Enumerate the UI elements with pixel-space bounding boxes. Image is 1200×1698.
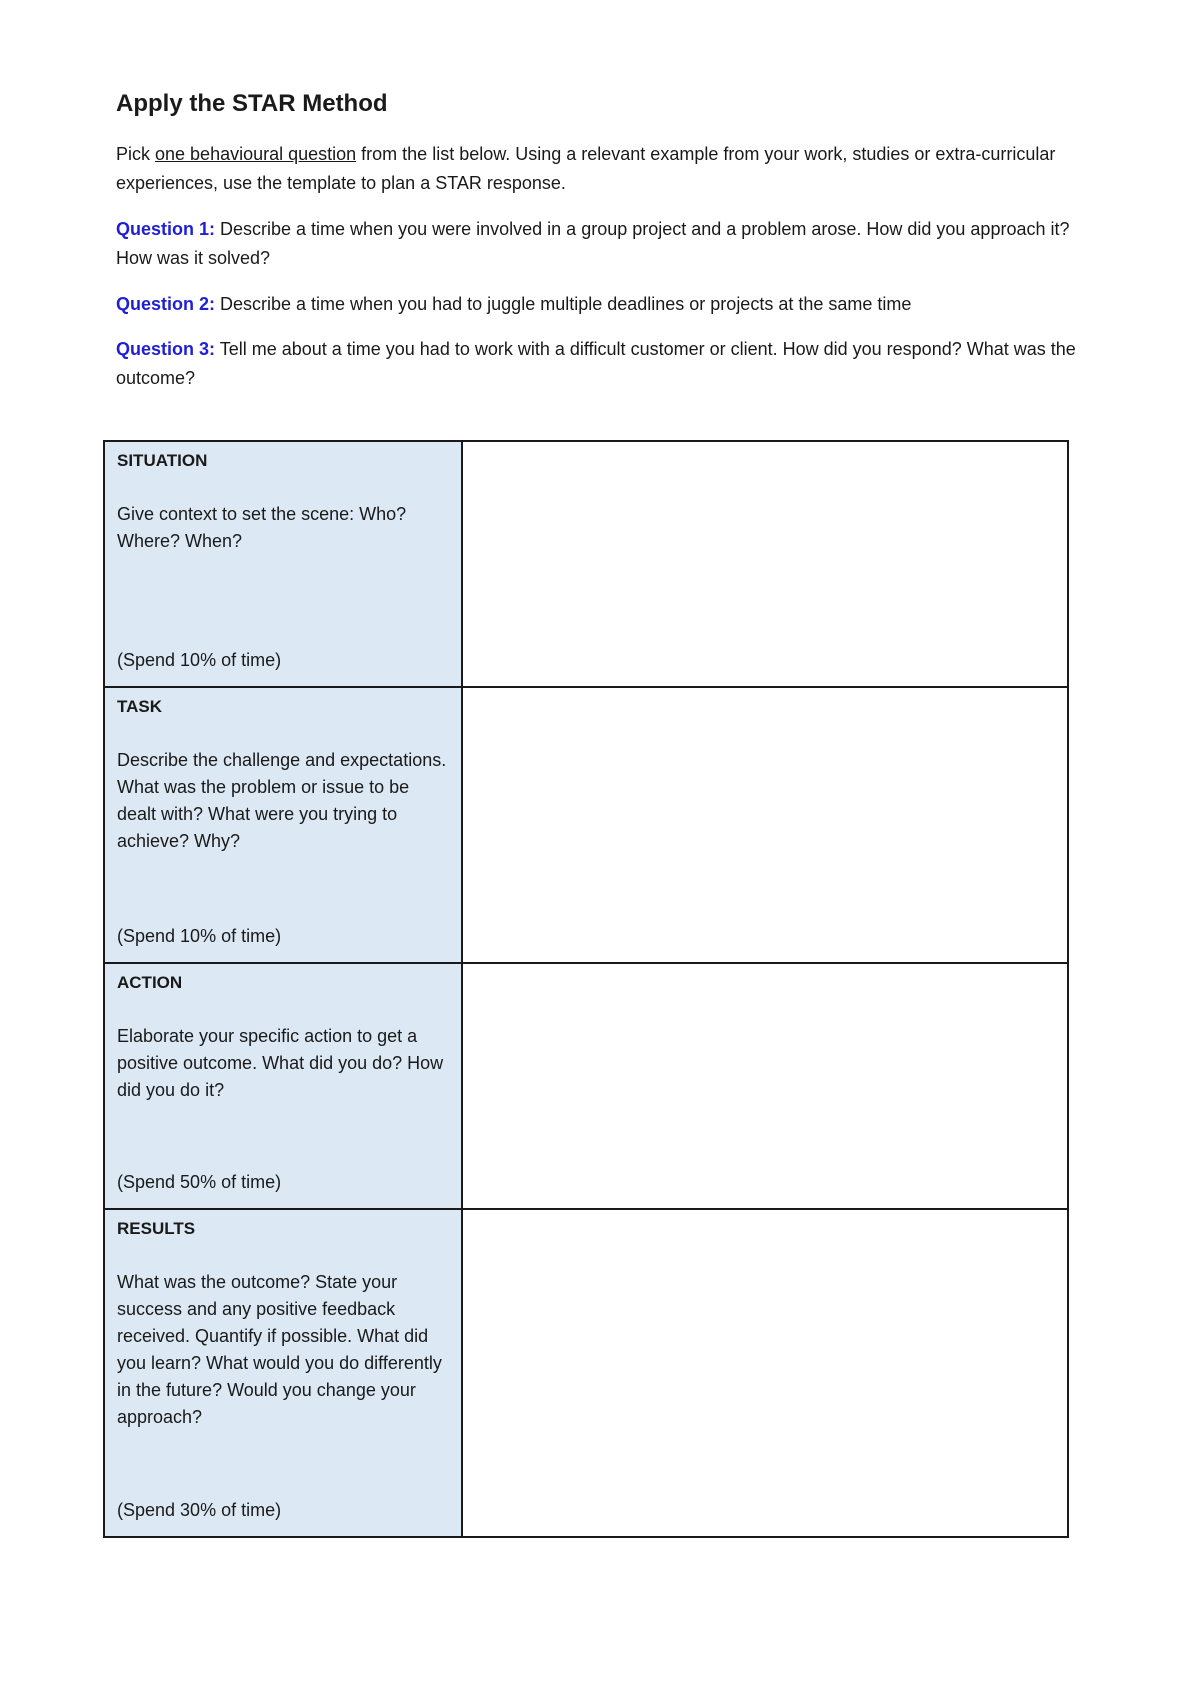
situation-time: (Spend 10% of time) [117,650,282,670]
question-1 [116,215,1106,273]
intro-text-before: Pick [116,144,156,164]
action-answer-cell[interactable] [462,963,1068,1209]
question-2 [116,290,1106,319]
intro-text-after: from the list below. Using a relevant example from your work, studies or extra-curricular experiences, use the template to plan a STAR response. [116,144,1056,193]
situation-label-cell [104,441,462,687]
task-label-cell [104,687,462,963]
task-time: (Spend 10% of time) [117,926,282,946]
question-2-label: Question 2: [116,294,216,314]
question-2-text: Describe a time when you had to juggle multiple deadlines or projects at the same time [215,294,912,314]
intro-paragraph [116,140,1106,198]
action-label-cell [104,963,462,1209]
results-answer-cell[interactable] [462,1209,1068,1537]
star-row-situation [104,441,1068,687]
results-label-cell [104,1209,462,1537]
question-3-text: Tell me about a time you had to work with a difficult customer or client. How did you respond? What was the outcome? [116,339,1076,388]
situation-heading: SITUATION [117,451,208,470]
action-time: (Spend 50% of time) [117,1172,282,1192]
question-1-label: Question 1: [116,219,216,239]
results-heading: RESULTS [117,1219,196,1238]
action-description: Elaborate your specific action to get a positive outcome. What did you do? How did you do it? [117,1026,444,1100]
task-description: Describe the challenge and expectations. What was the problem or issue to be dealt with? What were you trying to achieve? Why? [117,750,447,851]
intro-underlined-phrase: one behavioural question [155,144,357,164]
star-template-table [103,440,1069,1538]
star-row-action [104,963,1068,1209]
question-1-text: Describe a time when you were involved in a group project and a problem arose. How did you approach it? How was it solved? [116,219,1070,268]
situation-answer-cell[interactable] [462,441,1068,687]
question-3-label: Question 3: [116,339,216,359]
action-heading: ACTION [117,973,183,992]
results-time: (Spend 30% of time) [117,1500,282,1520]
situation-description: Give context to set the scene: Who? Where? When? [117,504,407,551]
task-answer-cell[interactable] [462,687,1068,963]
page-title: Apply the STAR Method [116,90,388,117]
results-description: What was the outcome? State your success and any positive feedback received. Quantify if possible. What did you learn? What would you do differently in the future? Would you change your approach? [117,1272,442,1427]
star-row-task [104,687,1068,963]
question-3 [116,335,1106,393]
task-heading: TASK [117,697,163,716]
star-row-results [104,1209,1068,1537]
